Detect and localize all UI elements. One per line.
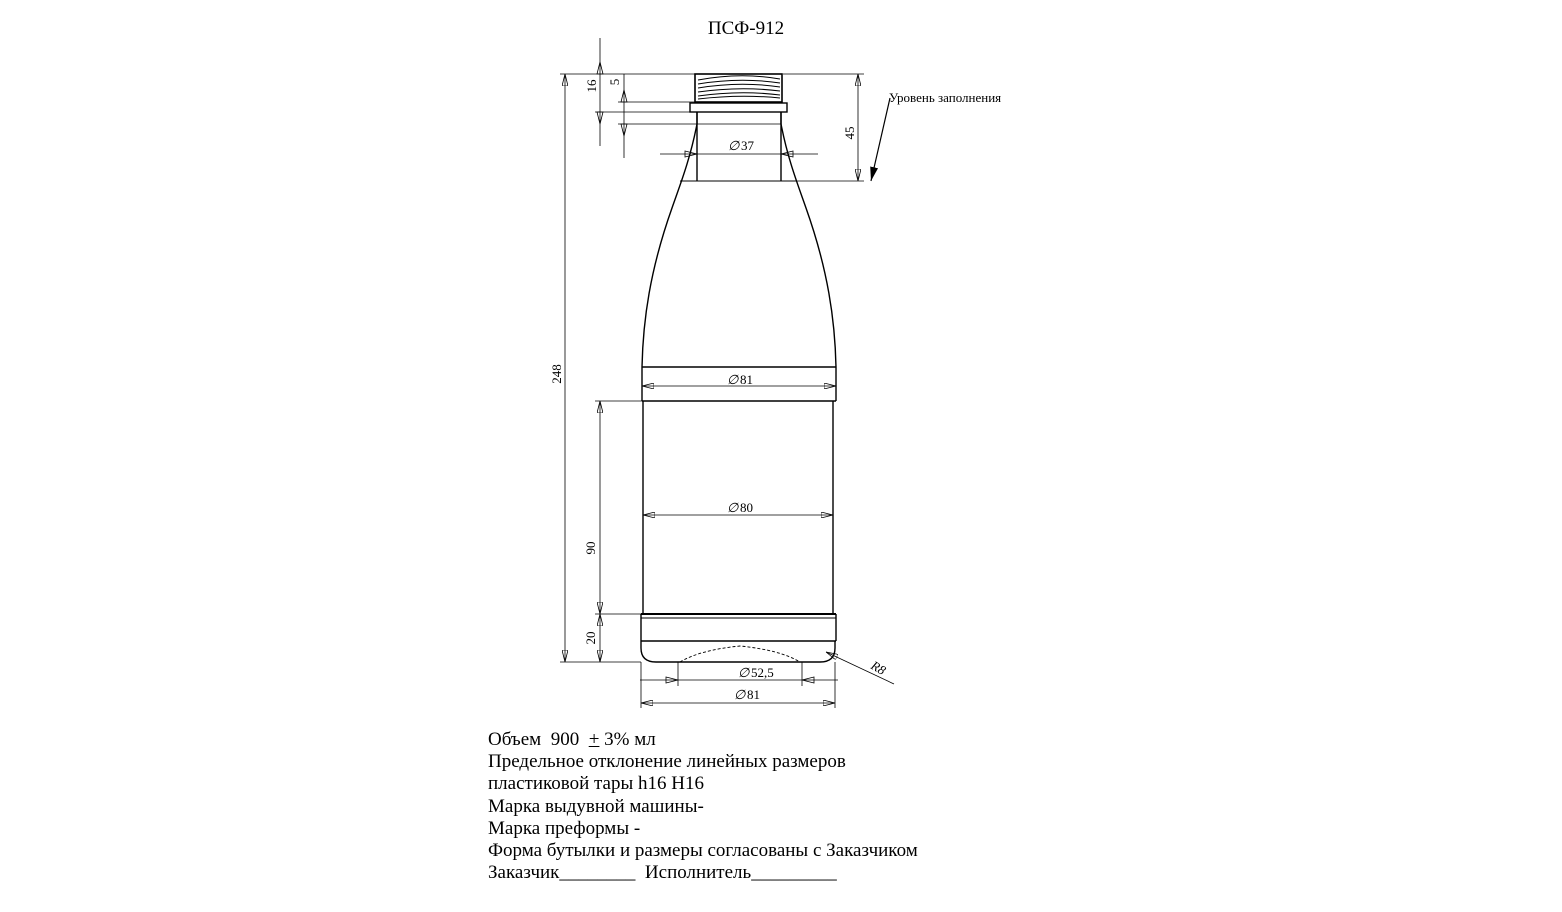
note-signatures — [488, 862, 1188, 884]
dim-shoulder-diameter-value: 81 — [740, 372, 753, 387]
fill-level-leader — [871, 98, 890, 181]
note-agreement: Форма бутылки и размеры согласованы с Заказчиком — [488, 840, 918, 862]
diameter-symbol: ∅ — [727, 372, 739, 387]
dim-shoulder-diameter — [727, 372, 753, 387]
thread-lines — [698, 76, 780, 99]
dim-neck-height: 16 — [584, 79, 599, 93]
drawing-title: ПСФ-912 — [707, 18, 785, 39]
diameter-symbol: ∅ — [727, 500, 739, 515]
diameter-symbol: ∅ — [734, 687, 746, 702]
fill-level-label: Уровень заполнения — [889, 90, 1002, 105]
note-blow-machine: Марка выдувной машины- — [488, 795, 704, 817]
note-customer: Заказчик________ — [488, 862, 636, 884]
bottle-support-ring — [690, 103, 787, 112]
plus-minus-sign: + — [588, 729, 600, 750]
dim-fill-depth: 45 — [842, 126, 857, 140]
drawing-notes — [488, 729, 1188, 884]
note-volume — [488, 729, 1188, 751]
dim-neck-diameter — [728, 138, 755, 153]
dim-finish-height: 5 — [607, 78, 622, 86]
dim-base-band-height: 20 — [583, 631, 598, 645]
dim-body-diameter-value: 80 — [740, 500, 753, 515]
dim-base-radius: R8 — [868, 657, 889, 678]
dim-label-panel-height: 90 — [583, 541, 598, 555]
dim-base-inner-diameter — [738, 665, 774, 680]
note-preform: Марка преформы - — [488, 817, 641, 839]
bottle-outline — [641, 74, 836, 662]
dim-total-height: 248 — [549, 364, 564, 384]
dim-base-inner-diameter-value: 52,5 — [751, 665, 774, 680]
dim-base-diameter — [734, 687, 760, 702]
note-contractor: Исполнитель_________ — [635, 862, 837, 884]
note-tolerance-line1: Предельное отклонение линейных размеров — [488, 751, 846, 773]
note-volume-prefix: Объем 900 — [488, 729, 589, 750]
dim-neck-diameter-value: 37 — [741, 138, 754, 153]
dim-body-diameter — [727, 500, 753, 515]
base-inner-dome — [680, 646, 800, 662]
note-tolerance-line2: пластиковой тары h16 H16 — [488, 773, 704, 795]
note-volume-suffix: 3% мл — [599, 729, 656, 750]
dim-base-diameter-value: 81 — [747, 687, 760, 702]
diameter-symbol: ∅ — [738, 665, 750, 680]
diameter-symbol: ∅ — [728, 138, 740, 153]
